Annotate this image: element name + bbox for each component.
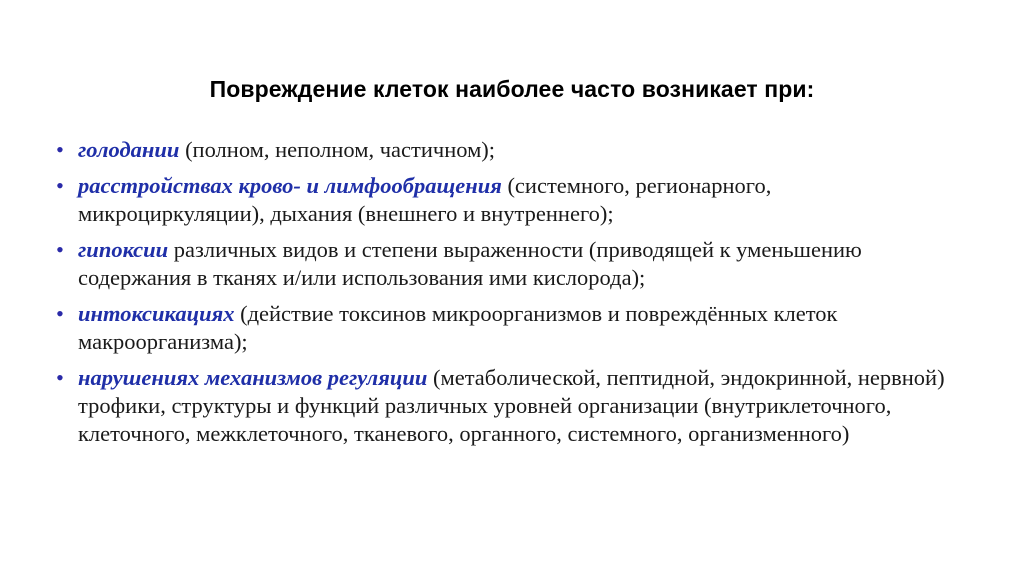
bullet-list	[56, 136, 956, 456]
item-term: нарушениях механизмов регуляции	[78, 365, 428, 390]
bullet-icon: •	[56, 365, 64, 390]
list-item	[56, 364, 956, 448]
list-item	[56, 236, 956, 292]
list-item	[56, 172, 956, 228]
bullet-icon: •	[56, 173, 64, 198]
item-text: (полном, неполном, частичном);	[179, 137, 496, 162]
item-term: расстройствах крово- и лимфообращения	[78, 173, 502, 198]
list-item	[56, 300, 956, 356]
bullet-icon: •	[56, 301, 64, 326]
item-term: голодании	[78, 137, 180, 162]
bullet-icon: •	[56, 237, 64, 262]
item-text: (системного, регионарного, микроциркуляции), дыхания (внешнего и внутреннего);	[78, 173, 772, 226]
item-text: различных видов и степени выраженности (приводящей к уменьшению содержания в тканях и/или использования ими кислорода);	[78, 237, 862, 290]
item-term: интоксикациях	[78, 301, 235, 326]
bullet-icon: •	[56, 137, 64, 162]
list-item	[56, 136, 956, 164]
slide-title: Повреждение клеток наиболее часто возникает при:	[209, 76, 815, 102]
item-text: (метаболической, пептидной, эндокринной, нервной) трофики, структуры и функций различных уровней организации (внутриклеточного, клеточного, межклеточного, тканевого, органного, системного, организменного)	[78, 365, 945, 446]
item-text: (действие токсинов микроорганизмов и повреждённых клеток макроорганизма);	[78, 301, 838, 354]
item-term: гипоксии	[78, 237, 169, 262]
